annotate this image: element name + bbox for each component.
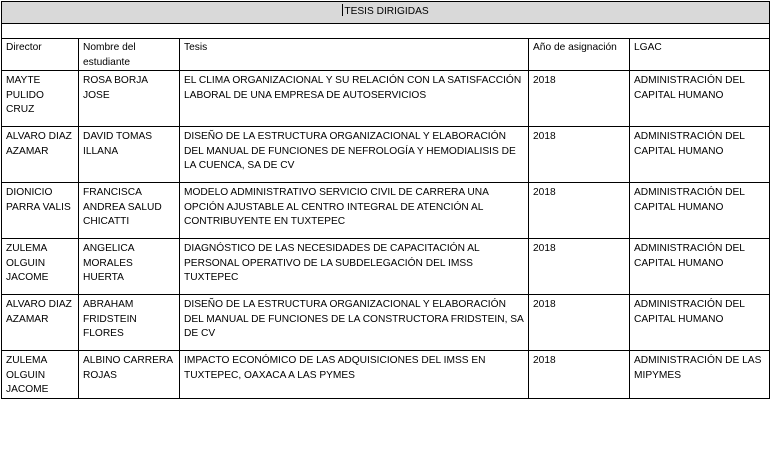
student-cell[interactable]: ROSA BORJA JOSE [79, 71, 180, 127]
director-cell[interactable]: ZULEMA OLGUIN JACOME [2, 351, 79, 399]
lgac-cell[interactable]: ADMINISTRACIÓN DEL CAPITAL HUMANO [630, 127, 770, 183]
year-cell[interactable]: 2018 [529, 71, 630, 127]
thesis-cell[interactable]: DISEÑO DE LA ESTRUCTURA ORGANIZACIONAL Y ELABORACIÓN DEL MANUAL DE FUNCIONES DE LA CONSTRUCTORA FRIDSTEIN, SA DE CV [180, 295, 529, 351]
director-cell[interactable]: DIONICIO PARRA VALIS [2, 183, 79, 239]
thesis-cell[interactable]: MODELO ADMINISTRATIVO SERVICIO CIVIL DE CARRERA UNA OPCIÓN AJUSTABLE AL CENTRO INTEGRAL DE ATENCIÓN AL CONTRIBUYENTE EN TUXTEPEC [180, 183, 529, 239]
table-title: TESIS DIRIGIDAS [344, 6, 429, 17]
director-cell[interactable]: MAYTE PULIDO CRUZ [2, 71, 79, 127]
lgac-cell[interactable]: ADMINISTRACIÓN DEL CAPITAL HUMANO [630, 295, 770, 351]
director-cell[interactable]: ZULEMA OLGUIN JACOME [2, 239, 79, 295]
year-cell[interactable]: 2018 [529, 127, 630, 183]
year-cell[interactable]: 2018 [529, 351, 630, 399]
thesis-cell[interactable]: DISEÑO DE LA ESTRUCTURA ORGANIZACIONAL Y ELABORACIÓN DEL MANUAL DE FUNCIONES DE NEFROLOGÍA Y HEMODIALISIS DE LA CUENCA, SA DE CV [180, 127, 529, 183]
thesis-cell[interactable]: IMPACTO ECONÓMICO DE LAS ADQUISICIONES DEL IMSS EN TUXTEPEC, OAXACA A LAS PYMES [180, 351, 529, 399]
header-thesis[interactable]: Tesis [180, 39, 529, 71]
student-cell[interactable]: FRANCISCA ANDREA SALUD CHICATTI [79, 183, 180, 239]
header-lgac[interactable]: LGAC [630, 39, 770, 71]
header-student[interactable]: Nombre del estudiante [79, 39, 180, 71]
student-cell[interactable]: ABRAHAM FRIDSTEIN FLORES [79, 295, 180, 351]
table-row [2, 183, 770, 239]
director-cell[interactable]: ALVARO DIAZ AZAMAR [2, 295, 79, 351]
year-cell[interactable]: 2018 [529, 183, 630, 239]
table-row [2, 295, 770, 351]
table-row [2, 127, 770, 183]
year-cell[interactable]: 2018 [529, 239, 630, 295]
thesis-cell[interactable]: DIAGNÓSTICO DE LAS NECESIDADES DE CAPACITACIÓN AL PERSONAL OPERATIVO DE LA SUBDELEGACIÓN DEL IMSS TUXTEPEC [180, 239, 529, 295]
lgac-cell[interactable]: ADMINISTRACIÓN DEL CAPITAL HUMANO [630, 183, 770, 239]
table-row [2, 351, 770, 399]
header-row [2, 39, 770, 71]
table-title-cell[interactable] [2, 2, 770, 24]
table-title-row [2, 2, 770, 24]
student-cell[interactable]: DAVID TOMAS ILLANA [79, 127, 180, 183]
student-cell[interactable]: ALBINO CARRERA ROJAS [79, 351, 180, 399]
thesis-cell[interactable]: EL CLIMA ORGANIZACIONAL Y SU RELACIÓN CON LA SATISFACCIÓN LABORAL DE UNA EMPRESA DE AUTOSERVICIOS [180, 71, 529, 127]
spacer-cell[interactable] [2, 24, 770, 39]
lgac-cell[interactable]: ADMINISTRACIÓN DEL CAPITAL HUMANO [630, 71, 770, 127]
lgac-cell[interactable]: ADMINISTRACIÓN DEL CAPITAL HUMANO [630, 239, 770, 295]
table-row [2, 239, 770, 295]
table-row [2, 71, 770, 127]
year-cell[interactable]: 2018 [529, 295, 630, 351]
thesis-table [1, 1, 770, 399]
spacer-row [2, 24, 770, 39]
header-director[interactable]: Director [2, 39, 79, 71]
header-year[interactable]: Año de asignación [529, 39, 630, 71]
director-cell[interactable]: ALVARO DIAZ AZAMAR [2, 127, 79, 183]
lgac-cell[interactable]: ADMINISTRACIÓN DE LAS MIPYMES [630, 351, 770, 399]
student-cell[interactable]: ANGELICA MORALES HUERTA [79, 239, 180, 295]
